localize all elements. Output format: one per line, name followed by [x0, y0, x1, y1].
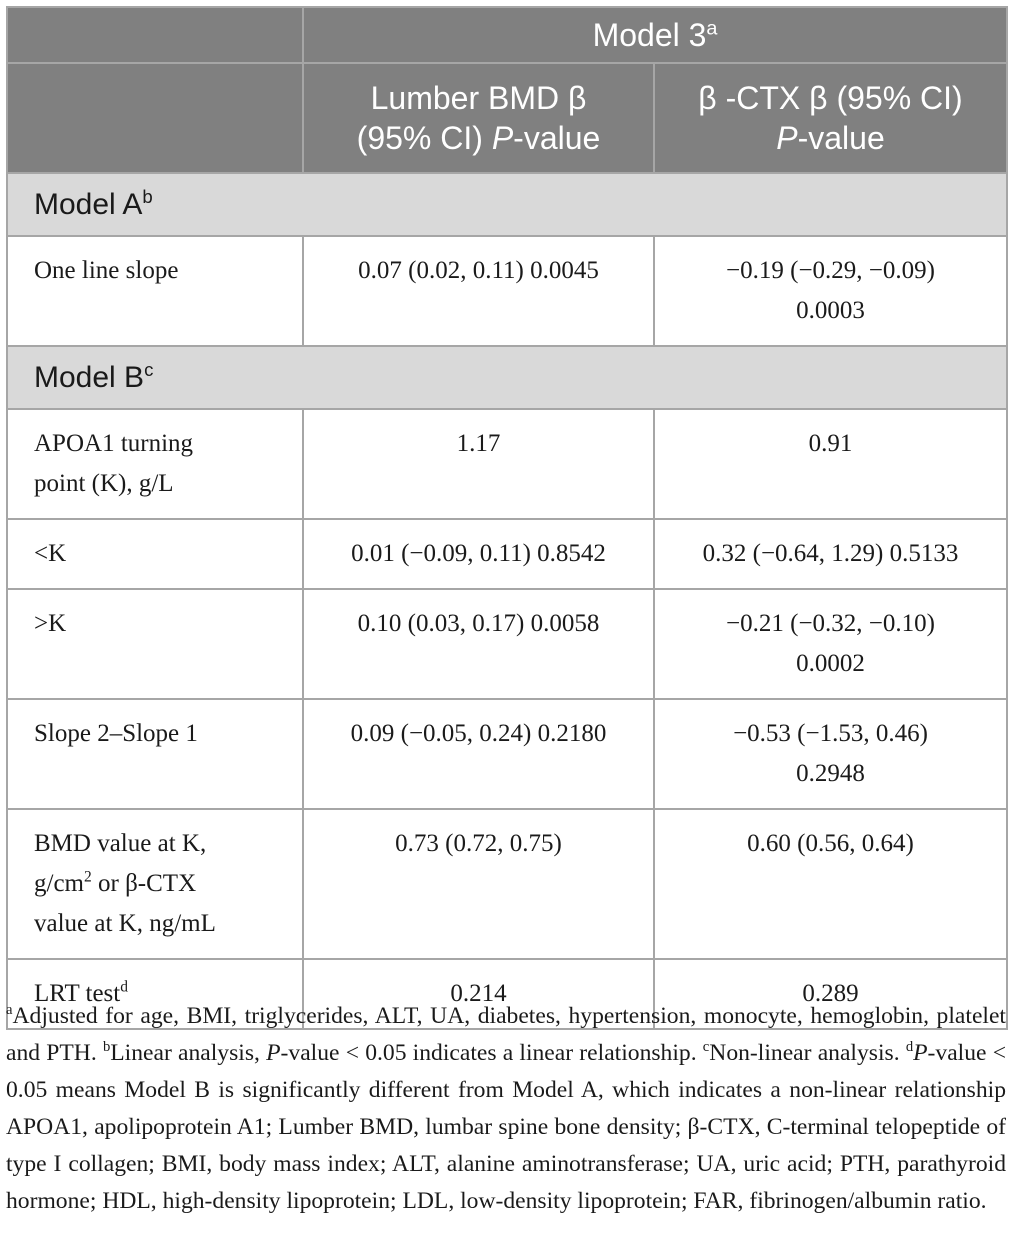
footnote-b-p: P — [266, 1040, 281, 1066]
row-value-bmd: 0.214 — [303, 959, 654, 1029]
row-value-bmd: 0.01 (−0.09, 0.11) 0.8542 — [303, 519, 654, 589]
label-line3: value at K, ng/mL — [34, 910, 216, 937]
table-row — [7, 519, 1007, 589]
model-a-label: Model A — [34, 187, 143, 221]
label-line2b: or β-CTX — [91, 870, 197, 897]
results-table — [6, 6, 1008, 1030]
table-row — [7, 699, 1007, 809]
value-line1: −0.21 (−0.32, −0.10) — [726, 610, 935, 637]
col1-p-italic: P — [491, 120, 514, 156]
lrt-sup: d — [120, 978, 128, 996]
table-footnote — [6, 998, 1006, 1220]
table-row — [7, 809, 1007, 959]
header-blank-cell — [7, 7, 303, 63]
row-value-ctx — [654, 236, 1007, 346]
col2-line2b: -value — [797, 120, 885, 156]
col1-line2a: (95% CI) — [356, 120, 492, 156]
model-b-sup: c — [144, 358, 154, 380]
row-value-ctx: 0.60 (0.56, 0.64) — [654, 809, 1007, 959]
section-model-b-cell — [7, 346, 1007, 409]
row-value-bmd: 0.07 (0.02, 0.11) 0.0045 — [303, 236, 654, 346]
footnote-d-sup: d — [905, 1039, 914, 1056]
table-row — [7, 236, 1007, 346]
section-model-a — [7, 173, 1007, 236]
label-squared-sup: 2 — [84, 868, 92, 886]
header-lumber-bmd — [303, 63, 654, 173]
footnote-b-text1: Linear analysis, — [110, 1040, 267, 1066]
header-beta-ctx — [654, 63, 1007, 173]
row-value-bmd: 1.17 — [303, 409, 654, 519]
row-label — [7, 809, 303, 959]
value-line1: −0.19 (−0.29, −0.09) — [726, 257, 935, 284]
row-value-ctx: 0.32 (−0.64, 1.29) 0.5133 — [654, 519, 1007, 589]
label-line1: APOA1 turning — [34, 430, 194, 457]
footnote-b-sup: b — [102, 1039, 111, 1056]
col1-line1: Lumber BMD β — [370, 80, 587, 116]
footnote-c-sup: c — [702, 1039, 710, 1056]
model-a-sup: b — [142, 185, 153, 207]
row-label: Slope 2–Slope 1 — [7, 699, 303, 809]
row-value-bmd: 0.73 (0.72, 0.75) — [303, 809, 654, 959]
header-row-columns — [7, 63, 1007, 173]
row-label: One line slope — [7, 236, 303, 346]
section-model-b — [7, 346, 1007, 409]
col2-line1: β -CTX β (95% CI) — [698, 80, 963, 116]
footnote-c-text: Non-linear analysis. — [709, 1040, 906, 1066]
footnote-d-text: -value < 0.05 means Model B is significantly different from Model A, which indicates a non-linear relationship APOA1, apolipoprotein A1; Lumber BMD, lumbar spine bone density; β-CTX, C-terminal telopeptide of type I collagen; BMI, body mass index; ALT, alanine aminotransferase; UA, uric acid; PTH, parathyroid hormone; HDL, high-density lipoprotein; LDL, low-density lipoprotein; FAR, fibrinogen/albumin ratio. — [6, 1040, 1006, 1214]
row-value-bmd: 0.09 (−0.05, 0.24) 0.2180 — [303, 699, 654, 809]
value-line2: 0.0003 — [796, 297, 865, 324]
row-value-ctx: 0.91 — [654, 409, 1007, 519]
model-b-label: Model B — [34, 360, 145, 394]
model3-sup: a — [706, 17, 718, 40]
row-value-ctx: 0.289 — [654, 959, 1007, 1029]
label-line1: BMD value at K, — [34, 830, 207, 857]
value-line1: −0.53 (−1.53, 0.46) — [733, 720, 928, 747]
col2-p-italic: P — [776, 120, 798, 156]
row-value-ctx — [654, 699, 1007, 809]
lrt-label: LRT test — [34, 980, 121, 1007]
col1-line2c: -value — [513, 120, 601, 156]
row-label: >K — [7, 589, 303, 699]
value-line2: 0.0002 — [796, 650, 865, 677]
section-model-a-cell — [7, 173, 1007, 236]
footnote-a-text: Adjusted for age, BMI, triglycerides, ALT, UA, diabetes, hypertension, monocyte, hemoglobin, platelet and PTH. — [6, 1003, 1006, 1066]
footnote-d-p: P — [913, 1040, 928, 1066]
footnote-b-text2: -value < 0.05 indicates a linear relationship. — [280, 1040, 703, 1066]
row-label: <K — [7, 519, 303, 589]
footnote-a-sup: a — [6, 1002, 13, 1019]
header-blank-cell-2 — [7, 63, 303, 173]
model3-title: Model 3 — [592, 17, 707, 53]
label-line2a: g/cm — [34, 870, 84, 897]
row-value-bmd: 0.10 (0.03, 0.17) 0.0058 — [303, 589, 654, 699]
table-row — [7, 589, 1007, 699]
value-line2: 0.2948 — [796, 760, 865, 787]
label-line2: point (K), g/L — [34, 470, 174, 497]
row-label — [7, 409, 303, 519]
row-value-ctx — [654, 589, 1007, 699]
table-row — [7, 409, 1007, 519]
header-row-group — [7, 7, 1007, 63]
header-model3 — [303, 7, 1007, 63]
